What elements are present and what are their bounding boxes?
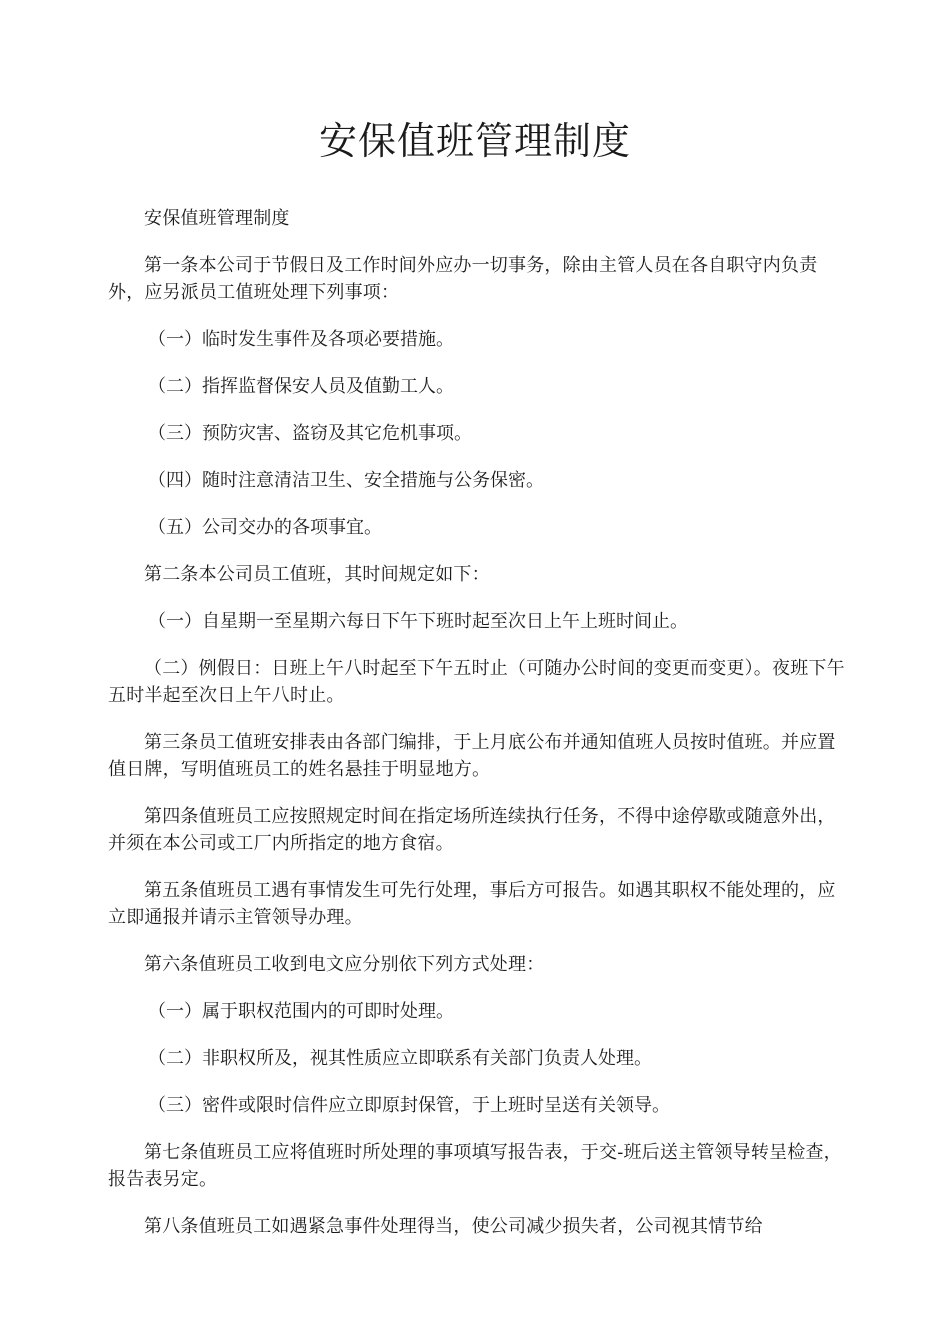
article-2-item-1: （一）自星期一至星期六每日下午下班时起至次日上午上班时间止。 (148, 611, 688, 632)
article-2-item-2: （二）例假日：日班上午八时起至下午五时止（可随办公时间的变更而变更）。夜班下午五时半起至次日上午八时止。 (108, 658, 845, 706)
article-1-item-1: （一）临时发生事件及各项必要措施。 (148, 329, 454, 350)
article-6-item-3: （三）密件或限时信件应立即原封保管，于上班时呈送有关领导。 (148, 1095, 670, 1116)
article-1-item-3: （三）预防灾害、盗窃及其它危机事项。 (148, 423, 472, 444)
article-1-item-2: （二）指挥监督保安人员及值勤工人。 (148, 376, 454, 397)
article-1-item-4: （四）随时注意清洁卫生、安全措施与公务保密。 (148, 470, 544, 491)
article-1-item-5: （五）公司交办的各项事宜。 (148, 517, 382, 538)
article-6: 第六条值班员工收到电文应分别依下列方式处理： (144, 954, 545, 975)
article-3: 第三条员工值班安排表由各部门编排，于上月底公布并通知值班人员按时值班。并应置值日牌，写明值班员工的姓名悬挂于明显地方。 (108, 732, 836, 780)
article-5: 第五条值班员工遇有事情发生可先行处理，事后方可报告。如遇其职权不能处理的，应立即通报并请示主管领导办理。 (108, 880, 836, 928)
document-body (108, 205, 853, 1260)
article-6-item-2: （二）非职权所及，视其性质应立即联系有关部门负责人处理。 (148, 1048, 652, 1069)
article-7: 第七条值班员工应将值班时所处理的事项填写报告表，于交-班后送主管领导转呈检查，报告表另定。 (108, 1142, 842, 1190)
paragraph-heading: 安保值班管理制度 (144, 208, 290, 229)
article-2: 第二条本公司员工值班，其时间规定如下： (144, 564, 490, 585)
article-6-item-1: （一）属于职权范围内的可即时处理。 (148, 1001, 454, 1022)
document-title: 安保值班管理制度 (318, 119, 631, 163)
article-8: 第八条值班员工如遇紧急事件处理得当，使公司减少损失者，公司视其情节给 (144, 1216, 763, 1237)
article-1: 第一条本公司于节假日及工作时间外应办一切事务，除由主管人员在各自职守内负责外，应另派员工值班处理下列事项： (108, 255, 818, 303)
article-4: 第四条值班员工应按照规定时间在指定场所连续执行任务，不得中途停歇或随意外出，并须在本公司或工厂内所指定的地方食宿。 (108, 806, 836, 854)
